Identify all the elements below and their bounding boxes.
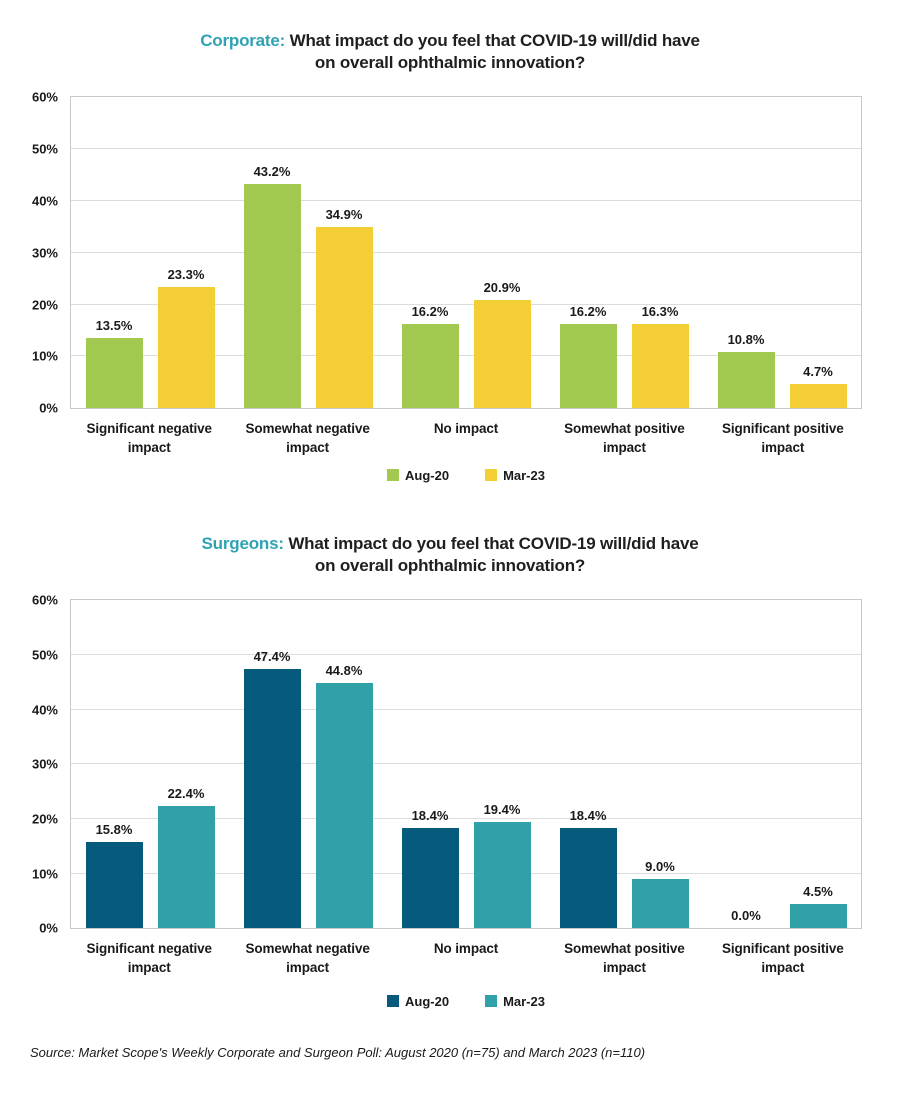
bar-value-label: 15.8%	[95, 821, 133, 837]
legend-swatch-icon	[485, 469, 497, 481]
bar-slot	[86, 600, 143, 928]
bar-value-label: 19.4%	[483, 802, 521, 818]
bar-slot	[474, 600, 531, 928]
bar-value-label: 16.2%	[411, 304, 449, 320]
category-label: Somewhat negative impact	[245, 421, 370, 456]
surgeons-category-labels	[70, 940, 862, 978]
bar-aug-20	[402, 828, 459, 929]
bar-group	[229, 97, 387, 408]
bar-value-label: 44.8%	[325, 663, 363, 679]
chart-title-line2: on overall ophthalmic innovation?	[314, 556, 586, 576]
bar-mar-23	[474, 300, 531, 408]
bar-slot	[316, 600, 373, 928]
bar-value-label: 43.2%	[253, 164, 291, 180]
y-tick-label: 30%	[31, 245, 58, 261]
y-tick-label: 50%	[31, 141, 58, 157]
category-label: Somewhat negative impact	[245, 941, 370, 976]
chart-title-prefix: Corporate:	[200, 31, 290, 50]
surgeons-plot-area	[31, 592, 862, 936]
category-label: Significant positive impact	[721, 421, 844, 456]
legend-label: Mar-23	[503, 993, 545, 1009]
category-label: Somewhat positive impact	[564, 941, 685, 976]
legend-swatch-icon	[485, 995, 497, 1007]
bar-group	[387, 97, 545, 408]
y-tick-label: 10%	[31, 866, 58, 881]
bar-slot	[402, 97, 459, 408]
legend-label: Mar-23	[503, 467, 545, 483]
bar-slot	[718, 600, 775, 928]
corporate-legend	[70, 468, 862, 483]
category-label: No impact	[433, 421, 499, 437]
chart-title-prefix: Surgeons:	[201, 533, 289, 553]
bar-aug-20	[86, 338, 143, 408]
bar-slot	[560, 600, 617, 928]
bar-mar-23	[790, 384, 847, 408]
y-tick-label: 20%	[31, 297, 58, 313]
bar-mar-23	[474, 822, 531, 928]
legend-swatch-icon	[387, 469, 399, 481]
bar-slot	[158, 97, 215, 408]
legend-entry-aug-20	[387, 468, 449, 483]
bar-aug-20	[560, 828, 617, 929]
surgeons-legend	[70, 994, 862, 1009]
bar-group	[703, 600, 861, 928]
bar-mar-23	[316, 683, 373, 928]
bar-slot	[158, 600, 215, 928]
bar-aug-20	[244, 184, 301, 408]
bar-value-label: 10.8%	[727, 332, 765, 348]
source-note: Source: Market Scope's Weekly Corporate and Surgeon Poll: August 2020 (n=75) and March 2023 (n=110)	[30, 1044, 646, 1060]
bar-value-label: 34.9%	[325, 207, 363, 223]
chart-title-line2: on overall ophthalmic innovation?	[314, 53, 586, 73]
bar-value-label: 13.5%	[95, 318, 133, 334]
chart-title-line1: What impact do you feel that COVID-19 will/did have	[289, 31, 700, 50]
y-tick-label: 60%	[31, 592, 58, 608]
bar-aug-20	[560, 324, 617, 408]
y-tick-label: 40%	[31, 193, 58, 209]
bar-value-label: 0.0%	[731, 908, 761, 924]
y-tick-label: 30%	[31, 756, 58, 772]
bar-value-label: 20.9%	[483, 279, 521, 295]
bar-slot	[86, 97, 143, 408]
bar-value-label: 4.7%	[803, 363, 833, 379]
bar-slot	[790, 97, 847, 408]
y-tick-label: 0%	[39, 920, 58, 936]
bar-group	[229, 600, 387, 928]
category-label: Significant positive impact	[721, 941, 844, 976]
chart-title-line1: What impact do you feel that COVID-19 will/did have	[288, 533, 699, 553]
corporate-chart	[0, 30, 900, 483]
bar-group	[545, 600, 703, 928]
bar-group	[387, 600, 545, 928]
bar-mar-23	[632, 879, 689, 928]
bar-slot	[244, 600, 301, 928]
bar-mar-23	[158, 806, 215, 928]
bar-slot	[718, 97, 775, 408]
legend-swatch-icon	[387, 995, 399, 1007]
bar-aug-20	[86, 842, 143, 928]
y-tick-label: 60%	[31, 89, 58, 105]
category-label: Significant negative impact	[86, 421, 212, 456]
y-tick-label: 20%	[31, 811, 58, 827]
bar-aug-20	[402, 324, 459, 408]
y-tick-label: 10%	[31, 348, 58, 364]
bar-slot	[790, 600, 847, 928]
legend-entry-mar-23	[485, 468, 545, 483]
bar-value-label: 23.3%	[167, 267, 205, 283]
bar-value-label: 18.4%	[411, 807, 449, 823]
category-label: Somewhat positive impact	[564, 421, 685, 456]
category-label: No impact	[433, 941, 499, 957]
legend-label: Aug-20	[405, 467, 450, 483]
category-label: Significant negative impact	[86, 941, 212, 976]
bar-value-label: 16.3%	[641, 303, 679, 319]
bar-slot	[474, 97, 531, 408]
bar-group	[545, 97, 703, 408]
bar-slot	[402, 600, 459, 928]
legend-entry-aug-20	[387, 994, 449, 1009]
legend-label: Aug-20	[405, 993, 450, 1009]
corporate-chart-title	[60, 30, 840, 74]
bar-slot	[632, 600, 689, 928]
bar-group	[71, 97, 229, 408]
bar-aug-20	[244, 669, 301, 928]
bar-mar-23	[316, 227, 373, 408]
y-tick-label: 50%	[31, 647, 58, 663]
bar-slot	[316, 97, 373, 408]
bar-value-label: 16.2%	[569, 304, 607, 320]
corporate-plot-area	[31, 89, 862, 416]
surgeons-chart	[0, 533, 900, 1009]
bar-groups	[71, 600, 861, 928]
bar-slot	[560, 97, 617, 408]
bar-group	[703, 97, 861, 408]
legend-entry-mar-23	[485, 994, 545, 1009]
y-tick-label: 40%	[31, 702, 58, 717]
bar-aug-20	[718, 352, 775, 408]
bar-mar-23	[790, 904, 847, 929]
bar-value-label: 9.0%	[645, 858, 675, 874]
bar-slot	[632, 97, 689, 408]
bar-group	[71, 600, 229, 928]
bar-slot	[244, 97, 301, 408]
charts-container	[0, 30, 900, 1009]
y-tick-label: 0%	[39, 400, 58, 416]
bar-mar-23	[158, 287, 215, 408]
bar-value-label: 47.4%	[253, 649, 291, 665]
surgeons-chart-title	[60, 533, 840, 577]
bar-mar-23	[632, 324, 689, 408]
bar-groups	[71, 97, 861, 408]
bar-value-label: 22.4%	[167, 785, 205, 801]
bar-value-label: 4.5%	[803, 883, 833, 899]
corporate-category-labels	[70, 420, 862, 458]
bar-value-label: 18.4%	[569, 807, 607, 823]
